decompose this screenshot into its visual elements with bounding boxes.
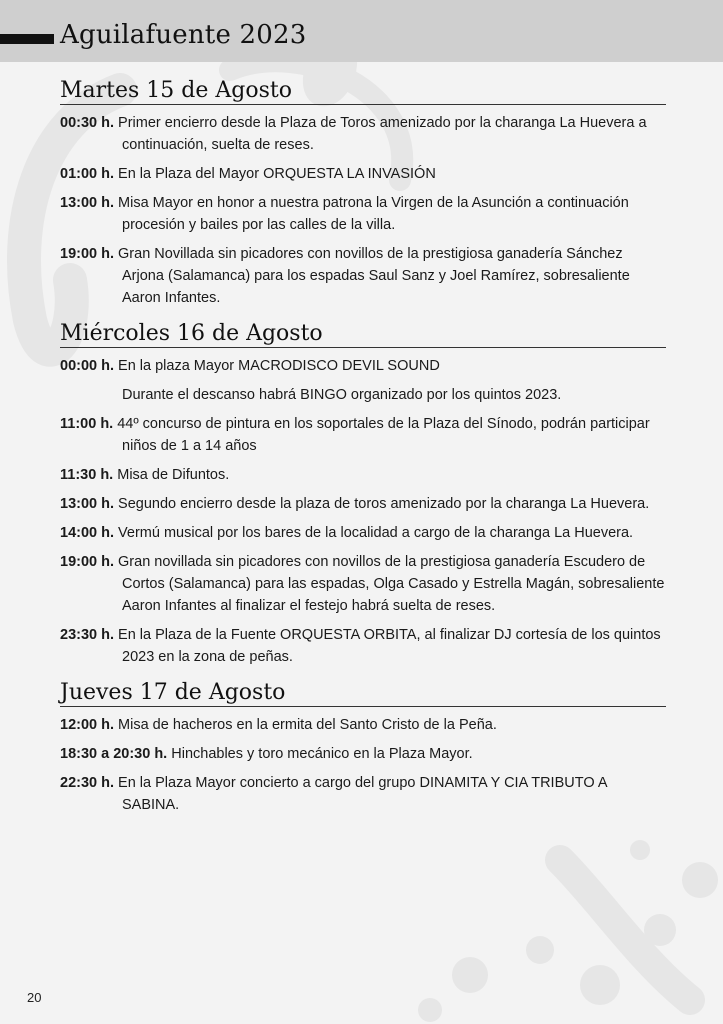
entry-text: Durante el descanso habrá BINGO organizado por los quintos 2023.	[122, 387, 562, 403]
entry-text: En la plaza Mayor MACRODISCO DEVIL SOUND	[118, 358, 440, 374]
entry-time: 00:00 h.	[60, 358, 114, 374]
entry-time: 01:00 h.	[60, 166, 114, 182]
entry-time: 13:00 h.	[60, 496, 114, 512]
entry-time: 19:00 h.	[60, 554, 114, 570]
schedule-entry	[60, 355, 666, 377]
day-section	[60, 321, 666, 668]
entry-text: Misa de Difuntos.	[117, 467, 230, 483]
page-title: Aguilafuente 2023	[60, 20, 307, 50]
entry-text: En la Plaza Mayor concierto a cargo del grupo DINAMITA Y CIA TRIBUTO A SABINA.	[118, 775, 607, 813]
day-section	[60, 78, 666, 309]
entry-time: 14:00 h.	[60, 525, 114, 541]
entry-time: 19:00 h.	[60, 246, 114, 262]
schedule-entry	[60, 624, 666, 668]
entry-text: En la Plaza de la Fuente ORQUESTA ORBITA, al finalizar DJ cortesía de los quintos 2023 en la zona de peñas.	[118, 627, 661, 665]
schedule-entry	[60, 493, 666, 515]
entry-time: 22:30 h.	[60, 775, 114, 791]
schedule-entry	[60, 522, 666, 544]
entry-time: 13:00 h.	[60, 195, 114, 211]
schedule-entry	[60, 243, 666, 309]
entry-text: En la Plaza del Mayor ORQUESTA LA INVASIÓN	[118, 166, 436, 182]
schedule-entry	[60, 112, 666, 156]
entry-time: 00:30 h.	[60, 115, 114, 131]
day-heading: Jueves 17 de Agosto	[60, 680, 666, 707]
entry-time: 12:00 h.	[60, 717, 114, 733]
entry-time: 18:30 a 20:30 h.	[60, 746, 168, 762]
schedule-entry	[60, 464, 666, 486]
entry-time: 23:30 h.	[60, 627, 114, 643]
entry-time: 11:00 h.	[60, 416, 114, 432]
schedule-entry	[60, 413, 666, 457]
day-heading: Miércoles 16 de Agosto	[60, 321, 666, 348]
page-number: 20	[27, 990, 42, 1005]
day-section	[60, 680, 666, 816]
schedule-entry	[60, 743, 666, 765]
entry-text: Misa Mayor en honor a nuestra patrona la Virgen de la Asunción a continuación procesión y bailes por las calles de la villa.	[118, 195, 629, 233]
schedule-entry	[60, 714, 666, 736]
schedule-entry	[60, 772, 666, 816]
day-heading: Martes 15 de Agosto	[60, 78, 666, 105]
schedule-entry	[60, 384, 666, 406]
header-accent-bar	[0, 34, 54, 44]
entry-text: Gran novillada sin picadores con novillos de la prestigiosa ganadería Escudero de Cortos (Salamanca) para las espadas, Olga Casado y Estrella Magán, sobresaliente Aaron Infantes al finalizar el festejo habrá suelta de reses.	[118, 554, 665, 614]
entry-time: 11:30 h.	[60, 467, 114, 483]
entry-text: Segundo encierro desde la plaza de toros amenizado por la charanga La Huevera.	[118, 496, 650, 512]
schedule-entry	[60, 163, 666, 185]
entry-text: Vermú musical por los bares de la localidad a cargo de la charanga La Huevera.	[118, 525, 634, 541]
entry-text: Primer encierro desde la Plaza de Toros amenizado por la charanga La Huevera a continuación, suelta de reses.	[118, 115, 647, 153]
entry-text: 44º concurso de pintura en los soportales de la Plaza del Sínodo, podrán participar niños de 1 a 14 años	[117, 416, 650, 454]
entry-text: Gran Novillada sin picadores con novillos de la prestigiosa ganadería Sánchez Arjona (Salamanca) para los espadas Saul Sanz y Joel Ramírez, sobresaliente Aaron Infantes.	[118, 246, 630, 306]
entry-text: Misa de hacheros en la ermita del Santo Cristo de la Peña.	[118, 717, 497, 733]
schedule-entry	[60, 192, 666, 236]
entry-text: Hinchables y toro mecánico en la Plaza Mayor.	[171, 746, 473, 762]
schedule	[60, 78, 666, 828]
schedule-entry	[60, 551, 666, 617]
